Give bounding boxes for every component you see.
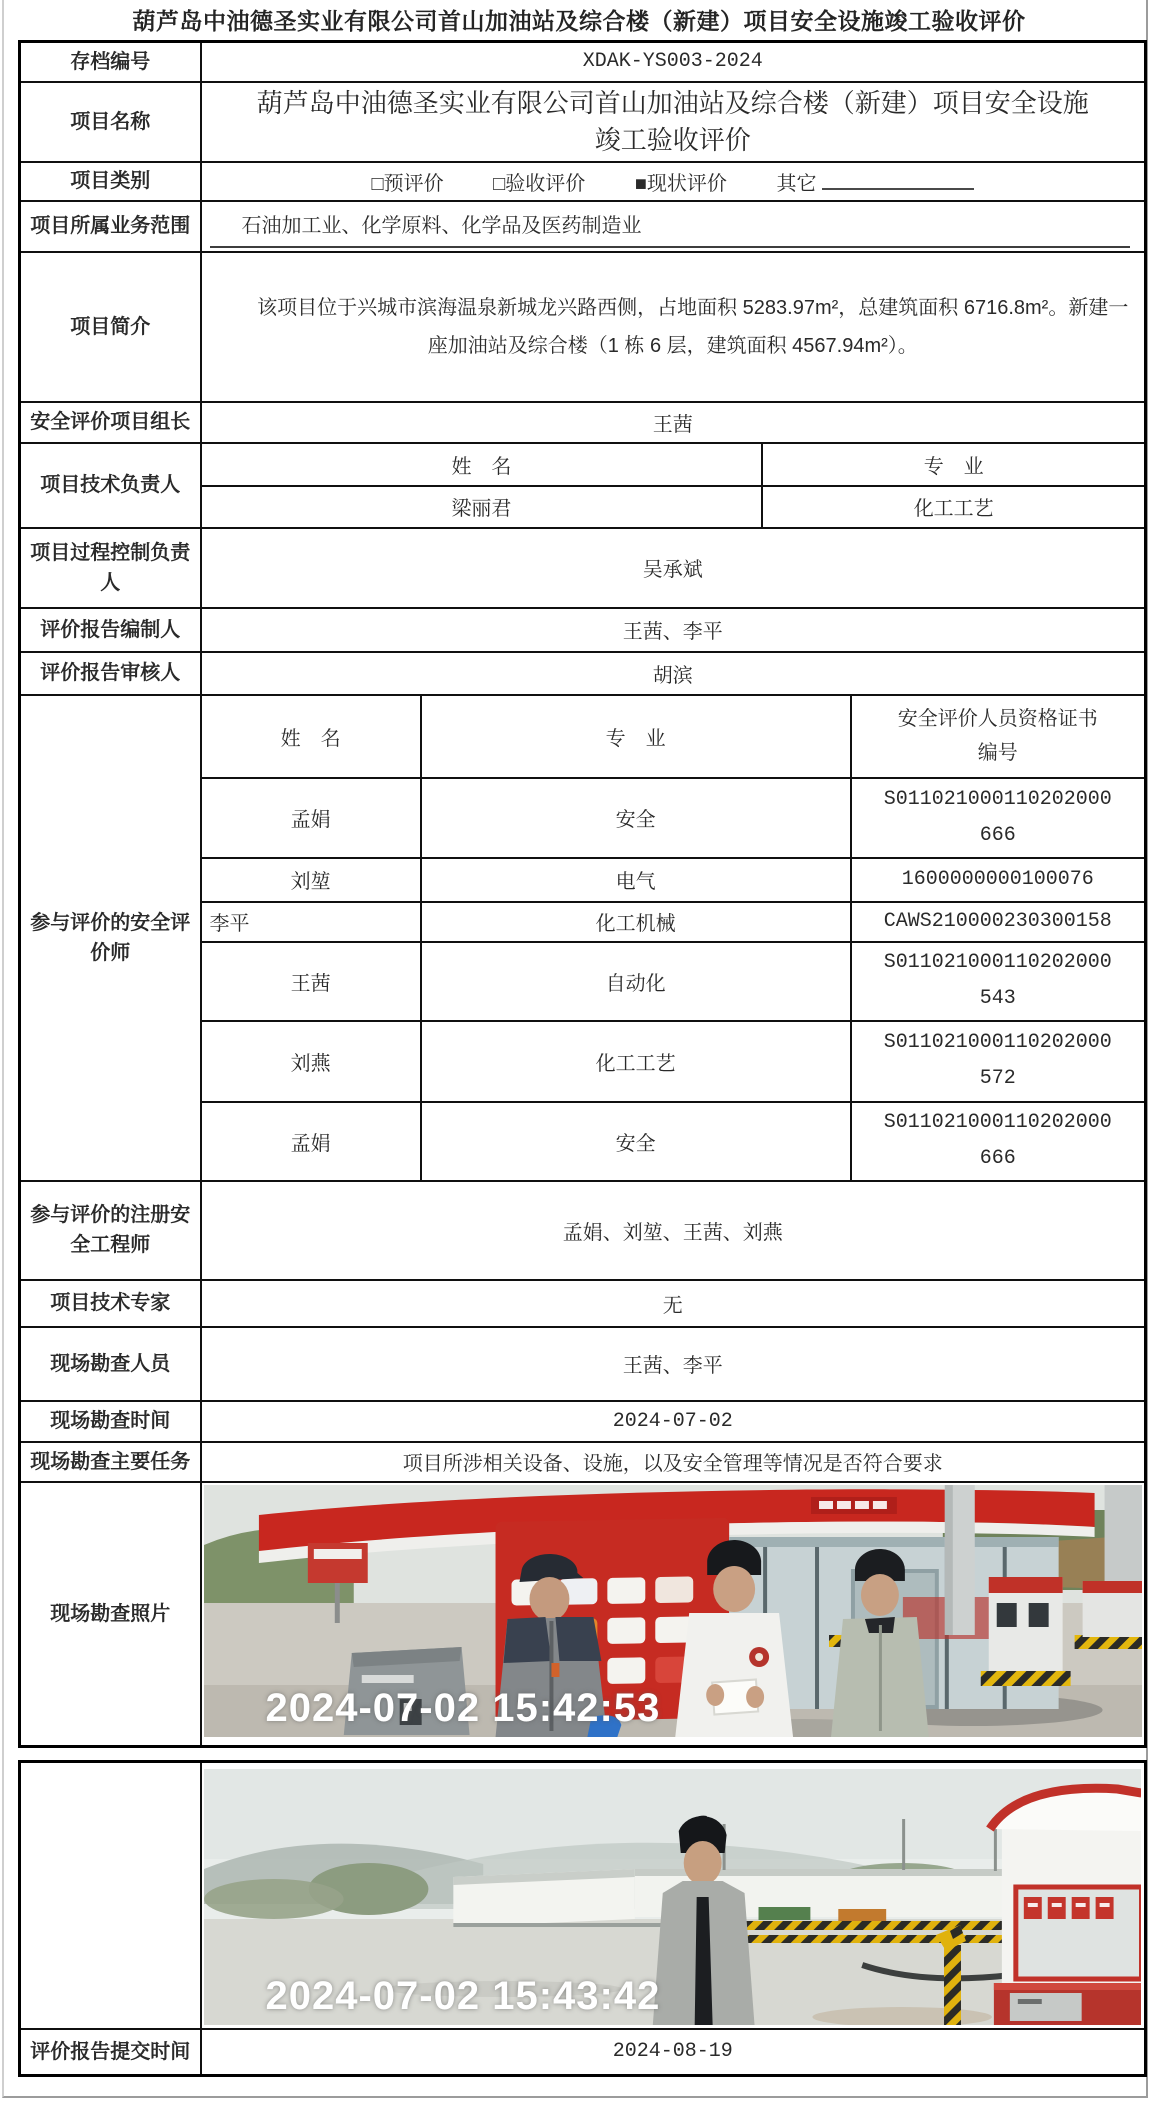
evaluator-name: 孟娟 — [202, 778, 421, 858]
evaluator-name: 孟娟 — [202, 1102, 421, 1180]
survey-date-value: 2024-07-02 — [201, 1401, 1146, 1442]
table-row — [202, 486, 1145, 527]
evaluator-cert: S011021000110202000572 — [851, 1021, 1144, 1102]
table-row — [202, 696, 1145, 778]
project-intro-label: 项目简介 — [20, 252, 201, 402]
table-row — [202, 902, 1145, 942]
survey-photo-2-cell — [201, 1761, 1146, 2029]
table-row — [202, 1021, 1145, 1102]
team-leader-label: 安全评价项目组长 — [20, 402, 201, 443]
evaluator-major: 自动化 — [421, 942, 851, 1021]
evaluator-name: 王茜 — [202, 942, 421, 1021]
photo-timestamp-1: 2024-07-02 15:42:53 — [265, 1685, 661, 1730]
evaluators-label: 参与评价的安全评价师 — [20, 695, 201, 1181]
archive-no-label: 存档编号 — [20, 42, 201, 82]
tech-head-major-header: 专 业 — [762, 444, 1144, 486]
table-row — [202, 444, 1145, 486]
table-row — [20, 82, 1146, 162]
experts-label: 项目技术专家 — [20, 1280, 201, 1327]
category-other-label: 其它 — [776, 172, 817, 195]
report-submit-label: 评价报告提交时间 — [20, 2029, 201, 2075]
photo-timestamp-2: 2024-07-02 15:43:42 — [265, 1974, 661, 2019]
tech-head-subtable — [202, 444, 1145, 527]
evaluator-name: 刘堃 — [202, 858, 421, 902]
evaluators-name-header: 姓 名 — [202, 696, 421, 778]
category-other-blank — [822, 170, 974, 190]
survey-task-label: 现场勘查主要任务 — [20, 1442, 201, 1482]
business-scope-value — [201, 201, 1146, 252]
table-row — [20, 695, 1146, 1181]
survey-photos-label: 现场勘查照片 — [20, 1482, 201, 1747]
experts-value: 无 — [201, 1280, 1146, 1327]
survey-date-label: 现场勘查时间 — [20, 1401, 201, 1442]
category-value — [201, 162, 1146, 201]
table-row — [20, 608, 1146, 652]
archive-no-value: XDAK-YS003-2024 — [201, 42, 1146, 82]
table-row — [20, 2029, 1146, 2075]
document-page — [2, 0, 1148, 2098]
table-row — [20, 402, 1146, 443]
tech-head-subtable-cell — [201, 443, 1146, 528]
report-reviewer-value: 胡滨 — [201, 652, 1146, 695]
tech-head-name-header: 姓 名 — [202, 444, 763, 486]
table-row — [20, 1181, 1146, 1280]
table-row — [20, 1401, 1146, 1442]
evaluator-major: 化工工艺 — [421, 1021, 851, 1102]
evaluator-major: 电气 — [421, 858, 851, 902]
evaluators-major-header: 专 业 — [421, 696, 851, 778]
business-scope-text: 石油加工业、化学原料、化学品及医药制造业 — [210, 208, 1131, 248]
evaluators-cert-header-text: 安全评价人员资格证书编号 — [897, 708, 1098, 764]
table-row — [202, 942, 1145, 1021]
surveyors-label: 现场勘查人员 — [20, 1327, 201, 1401]
table-row — [20, 162, 1146, 201]
survey-photo-2 — [204, 1769, 1142, 2025]
process-head-label: 项目过程控制负责人 — [20, 528, 201, 608]
registered-engineers-label: 参与评价的注册安全工程师 — [20, 1181, 201, 1280]
project-info-table — [18, 40, 1147, 1748]
evaluator-major: 安全 — [421, 778, 851, 858]
table-row — [202, 778, 1145, 858]
document-title: 葫芦岛中油德圣实业有限公司首山加油站及综合楼（新建）项目安全设施竣工验收评价 — [132, 8, 1026, 34]
table-row — [20, 42, 1146, 82]
evaluator-cert: CAWS210000230300158 — [851, 902, 1144, 942]
evaluator-cert: S011021000110202000666 — [851, 1102, 1144, 1180]
checkbox-pre-evaluation: □预评价 — [371, 172, 444, 195]
evaluator-cert: S011021000110202000543 — [851, 942, 1144, 1021]
table-row — [20, 1482, 1146, 1747]
evaluator-major: 安全 — [421, 1102, 851, 1180]
evaluators-cert-header — [851, 696, 1144, 778]
evaluator-name: 刘燕 — [202, 1021, 421, 1102]
table-row — [20, 1761, 1146, 2029]
tech-head-major: 化工工艺 — [762, 486, 1144, 527]
evaluator-name: 李平 — [202, 902, 421, 942]
table-row — [20, 1280, 1146, 1327]
table-row — [20, 652, 1146, 695]
table-row — [202, 1102, 1145, 1180]
team-leader-value: 王茜 — [201, 402, 1146, 443]
report-submit-value: 2024-08-19 — [201, 2029, 1146, 2075]
survey-photo-1 — [204, 1485, 1143, 1737]
survey-task-value: 项目所涉相关设备、设施，以及安全管理等情况是否符合要求 — [201, 1442, 1146, 1482]
project-name-text: 葫芦岛中油德圣实业有限公司首山加油站及综合楼（新建）项目安全设施竣工验收评价 — [256, 87, 1089, 155]
evaluator-cert: S011021000110202000666 — [851, 778, 1144, 858]
registered-engineers-value: 孟娟、刘堃、王茜、刘燕 — [201, 1181, 1146, 1280]
category-label: 项目类别 — [20, 162, 201, 201]
evaluators-subtable-cell — [201, 695, 1146, 1181]
tech-head-label: 项目技术负责人 — [20, 443, 201, 528]
table-row — [20, 252, 1146, 402]
page-break-gap — [4, 1748, 1146, 1760]
project-name-value — [201, 82, 1146, 162]
evaluator-cert: 1600000000100076 — [851, 858, 1144, 902]
process-head-value: 吴承斌 — [201, 528, 1146, 608]
report-reviewer-label: 评价报告审核人 — [20, 652, 201, 695]
table-row — [202, 858, 1145, 902]
evaluators-subtable — [202, 696, 1145, 1180]
photo2-empty-label — [20, 1761, 201, 2029]
table-row — [20, 528, 1146, 608]
table-row — [20, 1442, 1146, 1482]
photo-continuation-table — [18, 1760, 1147, 2077]
checkbox-status-evaluation-checked: ■现状评价 — [634, 172, 727, 195]
table-row — [20, 201, 1146, 252]
project-intro-value: 该项目位于兴城市滨海温泉新城龙兴路西侧，占地面积 5283.97m²，总建筑面积 6716.8m²。新建一座加油站及综合楼（1 栋 6 层，建筑面积 4567.94m²）。 — [201, 252, 1146, 402]
tech-head-name: 梁丽君 — [202, 486, 763, 527]
report-author-value: 王茜、李平 — [201, 608, 1146, 652]
report-author-label: 评价报告编制人 — [20, 608, 201, 652]
table-row — [20, 1327, 1146, 1401]
table-row — [20, 443, 1146, 528]
project-name-label: 项目名称 — [20, 82, 201, 162]
business-scope-label: 项目所属业务范围 — [20, 201, 201, 252]
survey-photo-1-cell — [201, 1482, 1146, 1747]
evaluator-major: 化工机械 — [421, 902, 851, 942]
surveyors-value: 王茜、李平 — [201, 1327, 1146, 1401]
checkbox-acceptance-evaluation: □验收评价 — [493, 172, 586, 195]
